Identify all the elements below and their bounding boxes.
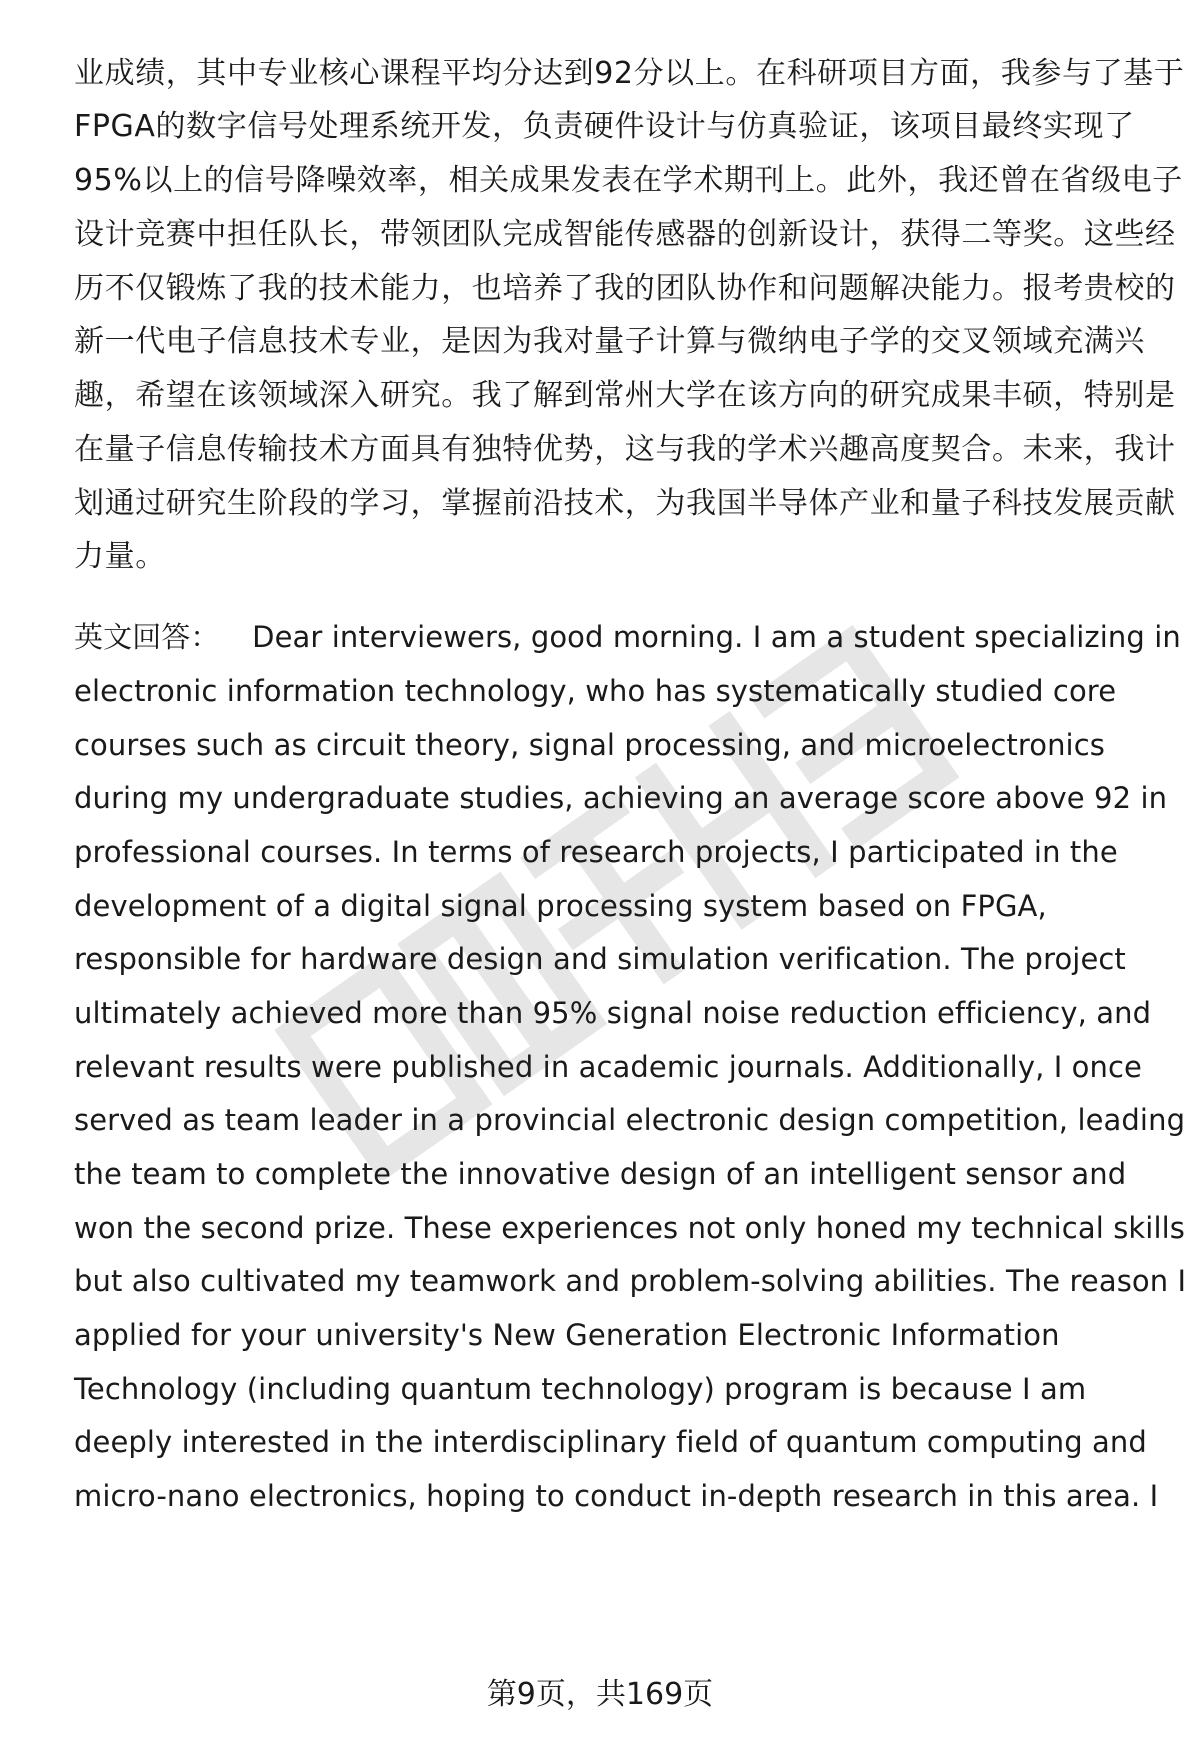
english-line: won the second prize. These experiences not only honed my technical skills — [74, 1211, 1185, 1245]
english-line: Dear interviewers, good morning. I am a student specializing in — [252, 620, 1181, 654]
chinese-line: 划通过研究生阶段的学习，掌握前沿技术，为我国半导体产业和量子科技发展贡献 — [74, 486, 1176, 521]
chinese-line: FPGA的数字信号处理系统开发，负责硬件设计与仿真验证，该项目最终实现了 — [74, 109, 1135, 144]
english-line: development of a digital signal processing system based on FPGA, — [74, 889, 1047, 923]
english-line: responsible for hardware design and simulation verification. The project — [74, 942, 1126, 976]
english-line: professional courses. In terms of research projects, I participated in the — [74, 835, 1118, 869]
chinese-line: 趣，希望在该领域深入研究。我了解到常州大学在该方向的研究成果丰硕，特别是 — [74, 378, 1176, 413]
chinese-line: 业成绩，其中专业核心课程平均分达到92分以上。在科研项目方面，我参与了基于 — [74, 56, 1185, 91]
english-line: Technology (including quantum technology) program is because I am — [74, 1372, 1087, 1406]
chinese-line: 历不仅锻炼了我的技术能力，也培养了我的团队协作和问题解决能力。报考贵校的 — [74, 271, 1176, 306]
english-line: ultimately achieved more than 95% signal noise reduction efficiency, and — [74, 996, 1152, 1030]
english-line: during my undergraduate studies, achieving an average score above 92 in — [74, 781, 1168, 815]
english-line: courses such as circuit theory, signal processing, and microelectronics — [74, 728, 1105, 762]
chinese-line: 在量子信息传输技术方面具有独特优势，这与我的学术兴趣高度契合。未来，我计 — [74, 432, 1176, 467]
english-line: relevant results were published in academic journals. Additionally, I once — [74, 1050, 1142, 1084]
english-answer-label: 英文回答： — [74, 620, 220, 654]
english-line: applied for your university's New Generation Electronic Information — [74, 1318, 1060, 1352]
english-line: deeply interested in the interdisciplinary field of quantum computing and — [74, 1425, 1147, 1459]
english-line: but also cultivated my teamwork and problem-solving abilities. The reason I — [74, 1264, 1187, 1298]
chinese-line: 力量。 — [74, 539, 166, 574]
english-line: the team to complete the innovative design of an intelligent sensor and — [74, 1157, 1127, 1191]
english-line: micro-nano electronics, hoping to conduct in-depth research in this area. I — [74, 1479, 1159, 1513]
english-first-line — [74, 617, 1181, 657]
chinese-line: 设计竞赛中担任队长，带领团队完成智能传感器的创新设计，获得二等奖。这些经 — [74, 217, 1176, 252]
english-line: electronic information technology, who has systematically studied core — [74, 674, 1117, 708]
chinese-line: 95%以上的信号降噪效率，相关成果发表在学术期刊上。此外，我还曾在省级电子 — [74, 163, 1183, 198]
english-line: served as team leader in a provincial electronic design competition, leading — [74, 1103, 1186, 1137]
page-number-footer: 第9页，共169页 — [486, 1677, 714, 1712]
chinese-line: 新一代电子信息技术专业，是因为我对量子计算与微纳电子学的交叉领域充满兴 — [74, 324, 1145, 359]
